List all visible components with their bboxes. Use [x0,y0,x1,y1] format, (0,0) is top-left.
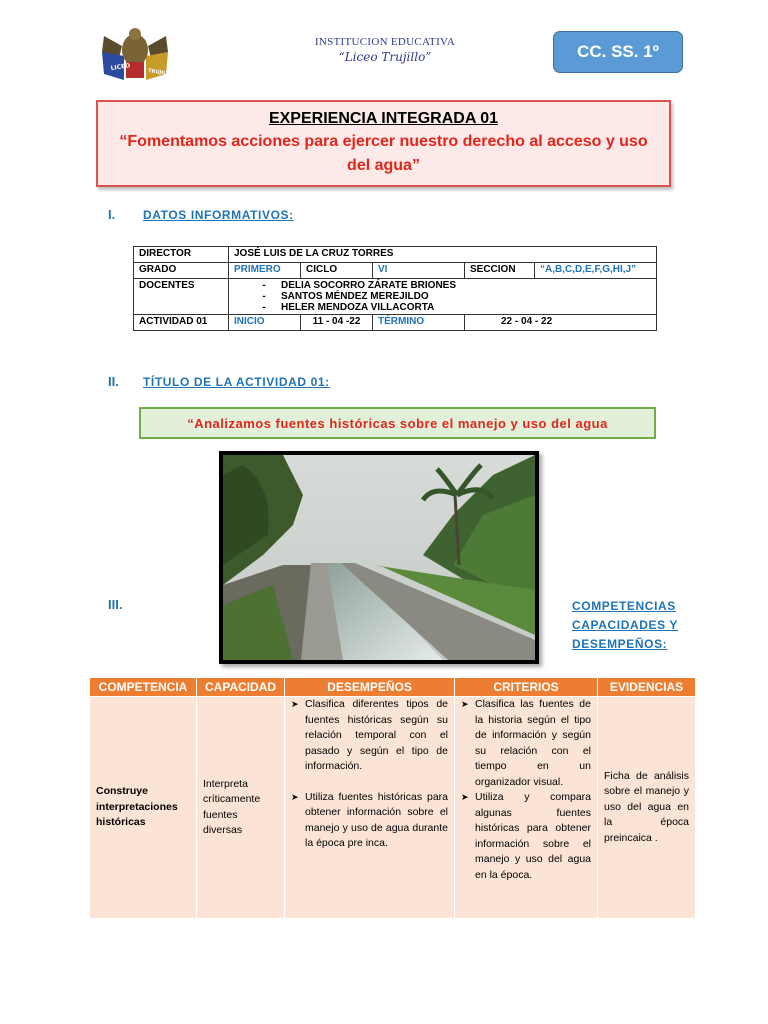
seccion-value: “A,B,C,D,E,F,G,HI,J” [535,263,657,279]
institution-subtitle: “Liceo Trujillo” [338,50,432,64]
section-2-number: II. [108,374,119,389]
evidencias-cell: Ficha de análisis sobre el manejo y uso del agua en la época preincaica . [598,697,696,919]
competency-table-header [90,678,696,697]
competencia-cell: Construye interpretaciones históricas [90,697,197,919]
desempenos-cell [285,697,455,919]
info-row-actividad [134,315,657,331]
director-label: DIRECTOR [134,247,229,263]
docente-item: - HELER MENDOZA VILLACORTA [262,302,435,313]
termino-label: TÉRMINO [373,315,465,331]
capacidad-cell: Interpreta críticamente fuentes diversas [197,697,285,919]
header-evidencias: EVIDENCIAS [598,678,696,697]
section-1-title: DATOS INFORMATIVOS: [143,208,294,222]
header-desempenos: DESEMPEÑOS [285,678,455,697]
competency-table-row [90,697,696,919]
course-badge: CC. SS. 1º [553,31,683,73]
svg-text:LICEO: LICEO [110,62,131,72]
docente-item: - DELIA SOCORRO ZÁRATE BRIONES [262,280,457,291]
info-row-director [134,247,657,263]
director-value: JOSÉ LUIS DE LA CRUZ TORRES [229,247,657,263]
experience-subtitle: “Fomentamos acciones para ejercer nuestro derecho al acceso y uso del agua” [119,133,648,174]
grado-label: GRADO [134,263,229,279]
header-capacidad: CAPACIDAD [197,678,285,697]
termino-value: 22 - 04 - 22 [465,315,657,331]
grado-value: PRIMERO [229,263,301,279]
section-2-title: TÍTULO DE LA ACTIVIDAD 01: [143,375,330,389]
criterios-cell [455,697,598,919]
seccion-label: SECCION [465,263,535,279]
institution-name: INSTITUCION EDUCATIVA [314,36,456,48]
experience-title: EXPERIENCIA INTEGRADA 01 [268,110,499,127]
docentes-label: DOCENTES [134,279,229,315]
arrow-bullet-icon: ➤ [461,699,469,709]
section-3-title: COMPETENCIAS CAPACIDADES Y DESEMPEÑOS: [572,599,679,651]
criterio-item: ➤ Clasifica las fuentes de la historia según el tipo de información y según su relación con el tiempo en un organizador visual. [461,697,591,790]
actividad-label: ACTIVIDAD 01 [134,315,229,331]
experience-title-box [96,100,671,187]
arrow-bullet-icon: ➤ [291,791,299,802]
ciclo-label: CICLO [301,263,373,279]
section-3-number: III. [108,597,123,612]
arrow-bullet-icon: ➤ [461,792,469,802]
institution-heading [300,36,470,64]
info-row-grado [134,263,657,279]
docentes-list [229,279,657,315]
info-table [133,246,657,331]
ciclo-value: VI [373,263,465,279]
info-row-docentes [134,279,657,315]
school-logo [98,22,172,84]
competency-table [89,677,696,919]
activity-title-box: “Analizamos fuentes históricas sobre el manejo y uso del agua [139,407,656,439]
header-competencia: COMPETENCIA [90,678,197,697]
docente-item: - SANTOS MÉNDEZ MEREJILDO [262,291,429,302]
section-1-number: I. [108,207,116,222]
arrow-bullet-icon: ➤ [291,699,299,709]
inicio-label: INICIO [229,315,301,331]
desempeno-item: ➤ Utiliza fuentes históricas para obtener información sobre el manejo y uso de agua durante la época pre inca. [291,790,448,852]
svg-text:TRUJILLO: TRUJILLO [147,68,172,78]
inicio-value: 11 - 04 -22 [301,315,373,331]
desempeno-item: ➤ Clasifica diferentes tipos de fuentes históricas según su relación temporal con el pasado y según el tipo de información. [291,697,448,775]
header-criterios: CRITERIOS [455,678,598,697]
irrigation-canal-photo [219,451,539,664]
criterio-item: ➤ Utiliza y compara algunas fuentes históricas para obtener información sobre el manejo y uso del agua en la época. [461,790,591,883]
